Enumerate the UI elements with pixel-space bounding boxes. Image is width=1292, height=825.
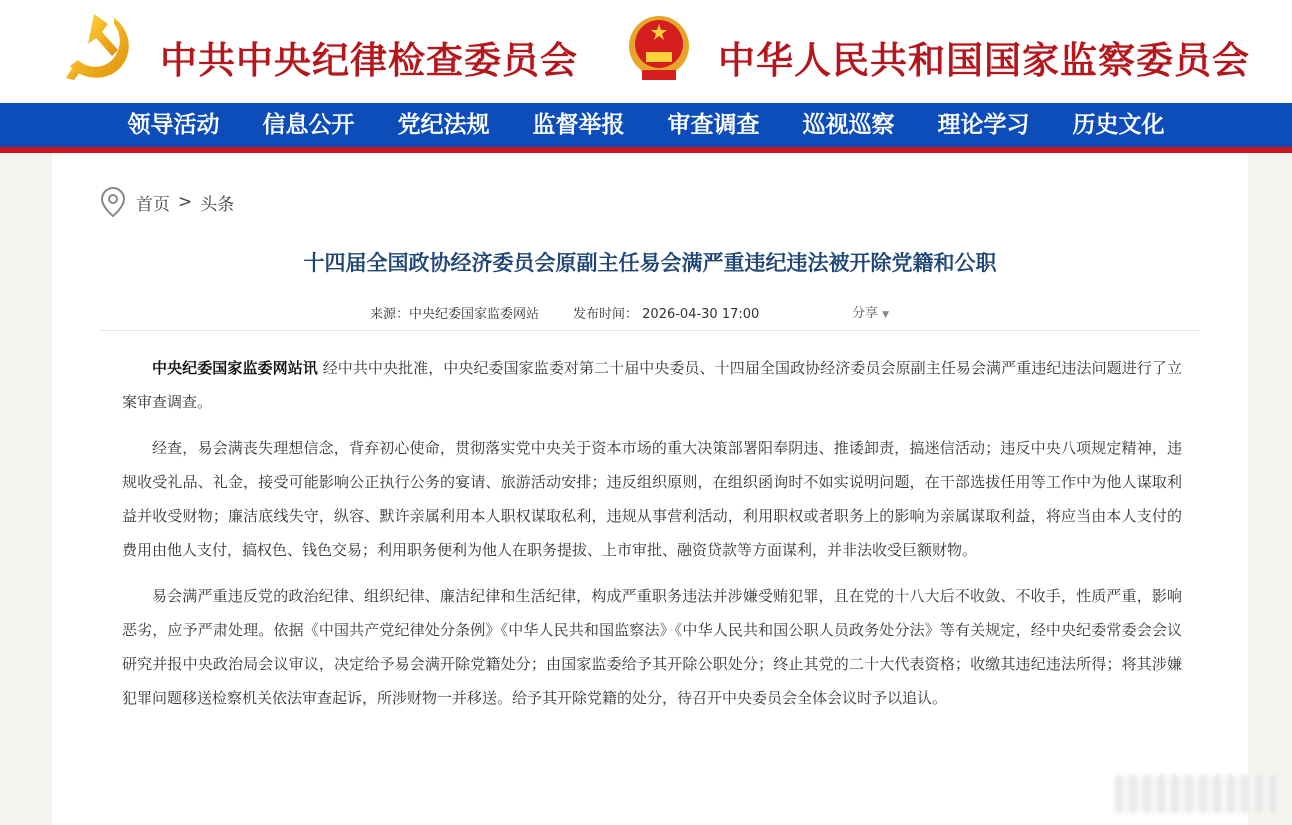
divider [100, 330, 1200, 331]
national-emblem-icon [626, 12, 692, 84]
caret-down-icon: ▼ [882, 310, 890, 320]
lead-source: 中央纪委国家监委网站讯 [152, 359, 318, 377]
breadcrumb-current[interactable]: 头条 [200, 194, 235, 215]
nav-item-info[interactable]: 信息公开 [262, 111, 355, 138]
location-pin-icon [100, 186, 126, 218]
nav-item-theory[interactable]: 理论学习 [937, 111, 1030, 138]
nav-item-inspection[interactable]: 巡视巡察 [802, 111, 895, 138]
paragraph: 经查，易会满丧失理想信念，背弃初心使命，贯彻落实党中央关于资本市场的重大决策部署阳奉阴违、推诿卸责，搞迷信活动；违反中央八项规定精神，违规收受礼品、礼金，接受可能影响公正执行公务的宴请、旅游活动安排；违反组织原则，在组织函询时不如实说明问题，在干部选拔任用等工作中为他人谋取利益并收受财物；廉洁底线失守，纵容、默许亲属利用本人职权谋取私利，违规从事营利活动，利用职权或者职务上的影响为亲属谋取利益，将应当由本人支付的费用由他人支付，搞权色、钱色交易；利用职务便利为他人在职务提拔、上市审批、融资贷款等方面谋利，并非法收受巨额财物。 [122, 439, 1182, 559]
share-label: 分享 [852, 306, 879, 321]
share-button[interactable] [852, 302, 889, 321]
nav-item-regulations[interactable]: 党纪法规 [397, 111, 490, 138]
article-title: 十四届全国政协经济委员会原副主任易会满严重违纪违法被开除党籍和公职 [303, 251, 997, 275]
nav-item-investigation[interactable]: 审查调查 [667, 111, 760, 138]
nsc-title-link[interactable]: 中华人民共和国国家监察委员会 [718, 38, 1250, 82]
article-time: 发布时间： 2026-04-30 17:00 [573, 307, 760, 322]
nav-item-report[interactable]: 监督举报 [532, 111, 625, 138]
site-header [0, 0, 1292, 103]
article-body [122, 351, 1182, 727]
watermark [1115, 775, 1280, 813]
breadcrumb-home[interactable]: 首页 [136, 194, 170, 215]
article-meta [370, 303, 759, 322]
nav-item-history[interactable]: 历史文化 [1072, 111, 1165, 138]
article-source: 来源：中央纪委国家监委网站 [370, 307, 540, 322]
ccdi-title-link[interactable]: 中共中央纪律检查委员会 [160, 38, 578, 82]
paragraph [122, 351, 1182, 419]
party-emblem-icon [64, 10, 134, 82]
article-panel [52, 153, 1248, 825]
breadcrumb-separator: > [178, 192, 193, 212]
paragraph: 易会满严重违反党的政治纪律、组织纪律、廉洁纪律和生活纪律，构成严重职务违法并涉嫌受贿犯罪，且在党的十八大后不收敛、不收手，性质严重，影响恶劣，应予严肃处理。依据《中国共产党纪律处分条例》《中华人民共和国监察法》《中华人民共和国公职人员政务处分法》等有关规定，经中央纪委常委会会议研究并报中央政治局会议审议，决定给予易会满开除党籍处分；由国家监委给予其开除公职处分；终止其党的二十大代表资格；收缴其违纪违法所得；将其涉嫌犯罪问题移送检察机关依法审查起诉，所涉财物一并移送。给予其开除党籍的处分，待召开中央委员会全体会议时予以追认。 [122, 587, 1182, 707]
nav-item-leadership[interactable]: 领导活动 [127, 111, 220, 138]
paragraph-text: 经中共中央批准，中央纪委国家监委对第二十届中央委员、十四届全国政协经济委员会原副主任易会满严重违纪违法问题进行了立案审查调查。 [122, 359, 1182, 411]
main-nav [0, 103, 1292, 147]
breadcrumb [100, 186, 242, 218]
